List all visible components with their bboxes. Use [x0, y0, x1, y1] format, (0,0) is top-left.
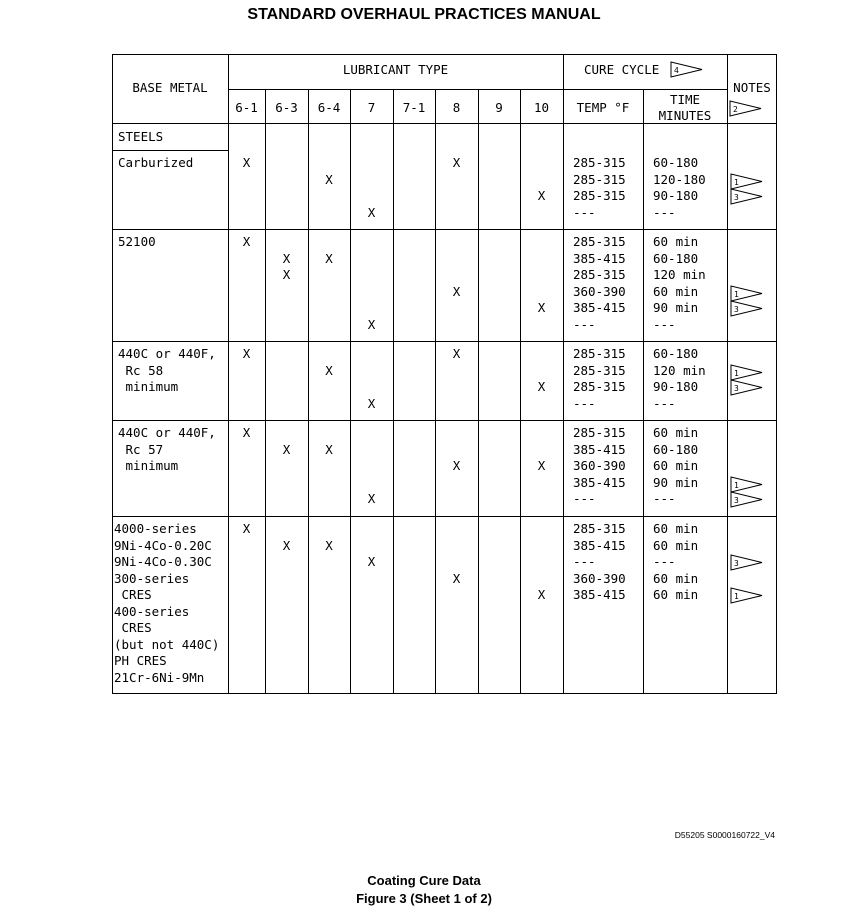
temp-cell: 285-315 [573, 379, 626, 394]
lube-column-rule [308, 89, 309, 694]
temp-cell: 360-390 [573, 570, 626, 586]
temp-cell: 285-315 [573, 155, 626, 170]
time-header-line2: MINUTES [658, 108, 712, 123]
base-metal-cell: Carburized [118, 155, 194, 170]
time-cell: 120-180 [653, 171, 706, 187]
lube-column-rule [435, 89, 436, 694]
lubricant-x-mark: X [452, 155, 461, 170]
lubricant-x-mark: X [367, 204, 376, 220]
table-border-bottom [112, 693, 777, 694]
base-metal-cell: CRES [114, 620, 152, 635]
svg-text:1: 1 [734, 368, 739, 378]
temp-cell: 385-415 [573, 441, 626, 457]
lube-col-header: 8 [452, 100, 461, 115]
svg-text:3: 3 [734, 192, 739, 202]
base-metal-cell: 300-series [114, 570, 190, 586]
temp-cell: 285-315 [573, 188, 626, 203]
temp-cell: 285-315 [573, 346, 626, 361]
time-cell: 60 min [653, 283, 699, 299]
lubricant-x-mark: X [325, 171, 333, 187]
svg-text:2: 2 [733, 105, 738, 114]
temp-cell: 385-415 [573, 537, 626, 553]
time-cell: 60-180 [653, 346, 699, 361]
header-bottom-rule [112, 123, 777, 124]
time-cell: 60 min [653, 570, 699, 586]
cure-cycle-header: CURE CYCLE [584, 62, 660, 77]
row-separator [112, 341, 777, 342]
lube-column-rule [478, 89, 479, 694]
base-metal-cell: CRES [114, 587, 152, 602]
lubricant-x-mark: X [282, 250, 291, 266]
temp-cell: 285-315 [573, 234, 626, 249]
lubricant-type-header: LUBRICANT TYPE [342, 62, 449, 77]
base-metal-cell: 9Ni-4Co-0.20C [114, 537, 212, 553]
note-flag-icon [730, 300, 764, 317]
base-metal-cell: 440C or 440F, [118, 346, 216, 361]
temp-cell: 285-315 [573, 425, 626, 440]
time-cell: --- [653, 491, 676, 506]
time-cell: 60 min [653, 587, 699, 602]
temp-cell: 360-390 [573, 458, 626, 473]
temp-column-rule [563, 54, 564, 694]
time-cell: 90 min [653, 300, 699, 315]
temp-cell: --- [573, 395, 596, 411]
lube-col-header: 6-1 [235, 100, 258, 115]
svg-text:3: 3 [734, 495, 739, 505]
temp-cell: --- [573, 491, 596, 506]
lubricant-x-mark: X [242, 346, 251, 361]
temp-cell: --- [573, 204, 596, 220]
svg-text:1: 1 [734, 177, 739, 187]
base-metal-cell: 21Cr-6Ni-9Mn [114, 669, 205, 685]
temp-cell: 385-415 [573, 300, 626, 315]
time-cell: --- [653, 395, 676, 411]
time-cell: 120 min [653, 267, 706, 282]
cure-cycle-flag-icon [670, 61, 704, 78]
time-cell: 60 min [653, 537, 699, 553]
temp-cell: 285-315 [573, 362, 626, 378]
lubricant-x-mark: X [452, 346, 461, 361]
base-metal-cell: 400-series [114, 603, 190, 619]
temp-cell: 385-415 [573, 250, 626, 266]
svg-text:3: 3 [734, 383, 739, 393]
base-metal-column-rule [228, 54, 229, 694]
time-cell: 60 min [653, 458, 699, 473]
temp-cell: 285-315 [573, 267, 626, 282]
lubricant-x-mark: X [367, 491, 376, 506]
time-cell: 90-180 [653, 188, 699, 203]
svg-text:3: 3 [734, 559, 739, 568]
notes-header: NOTES [733, 80, 771, 95]
lube-column-rule [520, 89, 521, 694]
lubricant-x-mark: X [242, 521, 251, 536]
lube-column-rule [393, 89, 394, 694]
drawing-id: D55205 S0000160722_V4 [674, 830, 775, 840]
lubricant-x-mark: X [325, 441, 333, 457]
lube-col-header: 6-4 [317, 100, 341, 115]
base-metal-cell: Rc 57 [118, 441, 164, 457]
lube-col-header: 10 [533, 100, 550, 115]
lubricant-x-mark: X [537, 458, 546, 473]
time-column-rule [643, 89, 644, 694]
temp-cell: 360-390 [573, 283, 626, 299]
steels-rule [112, 150, 228, 151]
time-cell: 60 min [653, 521, 699, 536]
time-cell: 60 min [653, 234, 699, 249]
lubricant-x-mark: X [325, 362, 333, 378]
base-metal-cell: 52100 [118, 234, 156, 249]
table-border-top [112, 54, 777, 55]
lube-col-header: 6-3 [275, 100, 298, 115]
time-cell: 90 min [653, 474, 699, 490]
lubricant-x-mark: X [242, 425, 251, 440]
time-cell: 60-180 [653, 155, 699, 170]
lubricant-x-mark: X [537, 300, 546, 315]
svg-text:3: 3 [734, 304, 739, 314]
temp-header: TEMP °F [576, 100, 630, 115]
svg-text:1: 1 [734, 480, 739, 490]
note-flag-icon [730, 554, 764, 571]
temp-cell: 385-415 [573, 587, 626, 602]
temp-cell: 385-415 [573, 474, 626, 490]
lubricant-x-mark: X [537, 188, 546, 203]
lube-column-rule [350, 89, 351, 694]
note-flag-icon [730, 491, 764, 508]
temp-cell: --- [573, 316, 596, 332]
lubricant-x-mark: X [242, 234, 251, 249]
time-cell: --- [653, 316, 676, 332]
base-metal-cell: PH CRES [114, 653, 167, 668]
row-separator [112, 516, 777, 517]
base-metal-cell: Rc 58 [118, 362, 164, 378]
time-header-line1: TIME [669, 92, 701, 107]
figure-caption-sheet: Figure 3 (Sheet 1 of 2) [356, 891, 492, 906]
figure-caption-title: Coating Cure Data [367, 873, 481, 888]
note-flag-icon [730, 379, 764, 396]
lubricant-x-mark: X [367, 316, 376, 332]
temp-cell: 285-315 [573, 171, 626, 187]
lubricant-x-mark: X [282, 441, 291, 457]
base-metal-cell: minimum [118, 458, 179, 473]
steels-label: STEELS [118, 129, 164, 144]
note-flag-icon [730, 188, 764, 205]
svg-text:4: 4 [674, 66, 679, 75]
lubricant-x-mark: X [325, 537, 333, 553]
lube-col-header: 7-1 [402, 100, 426, 115]
lubricant-x-mark: X [452, 283, 461, 299]
time-cell: --- [653, 204, 676, 220]
row-separator [112, 229, 777, 230]
time-cell: 90-180 [653, 379, 699, 394]
time-cell: --- [653, 554, 676, 569]
time-cell: 60-180 [653, 441, 699, 457]
base-metal-cell: (but not 440C) [114, 636, 220, 652]
lubricant-x-mark: X [367, 395, 376, 411]
svg-text:1: 1 [734, 592, 739, 601]
base-metal-cell: minimum [118, 379, 179, 394]
lube-col-header: 9 [495, 100, 503, 115]
lubricant-x-mark: X [452, 570, 461, 586]
lubricant-x-mark: X [537, 379, 546, 394]
base-metal-cell: 9Ni-4Co-0.30C [114, 554, 212, 569]
lube-column-rule [265, 89, 266, 694]
lubricant-x-mark: X [325, 250, 333, 266]
svg-text:1: 1 [734, 289, 739, 299]
lubricant-x-mark: X [242, 155, 251, 170]
temp-cell: 285-315 [573, 521, 626, 536]
time-cell: 60 min [653, 425, 699, 440]
lubricant-x-mark: X [282, 267, 291, 282]
base-metal-cell: 440C or 440F, [118, 425, 216, 440]
lubricant-x-mark: X [452, 458, 461, 473]
lubricant-x-mark: X [282, 537, 291, 553]
notes-column-rule [727, 54, 728, 694]
note-flag-icon [730, 587, 764, 604]
time-cell: 60-180 [653, 250, 699, 266]
lube-col-header: 7 [367, 100, 376, 115]
time-cell: 120 min [653, 362, 706, 378]
temp-cell: --- [573, 554, 596, 569]
lubricant-x-mark: X [367, 554, 376, 569]
manual-title: STANDARD OVERHAUL PRACTICES MANUAL [247, 6, 601, 23]
notes-flag-icon [729, 100, 763, 117]
row-separator [112, 420, 777, 421]
base-metal-cell: 4000-series [114, 521, 197, 536]
table-border-right [776, 54, 777, 694]
lubricant-x-mark: X [537, 587, 546, 602]
base-metal-header: BASE METAL [132, 80, 208, 95]
coating-cure-table [112, 54, 777, 694]
